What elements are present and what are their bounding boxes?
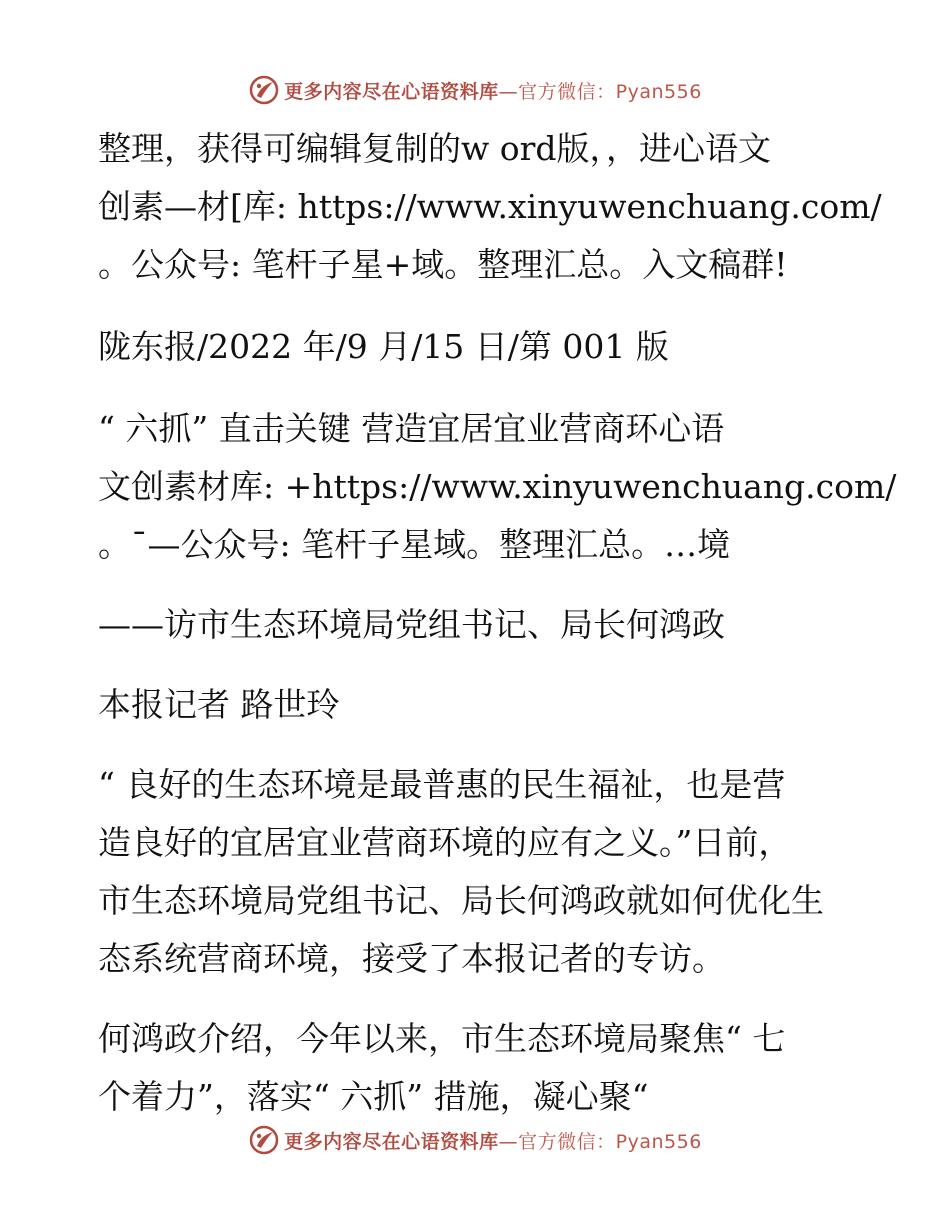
text-line: 造良好的宜居宜业营商环境的应有之义。”日前，: [98, 823, 792, 862]
headline-line: “ 六抓” 直击关键 营造宜居宜业营商环心语: [98, 409, 725, 448]
document-body: [98, 120, 897, 1126]
text-line: “ 良好的生态环境是最普惠的民生福祉，也是营: [98, 765, 786, 804]
text-line: 市生态环境局党组书记、局长何鸿政就如何优化生: [98, 881, 824, 920]
headline-line: 文创素材库: +https://www.xinyuwenchuang.com/: [98, 467, 897, 506]
banner-text: 更多内容尽在心语资料库—官方微信：Pyan556: [284, 80, 702, 103]
text-line: 何鸿政介绍，今年以来，市生态环境局聚焦“ 七: [98, 1019, 786, 1058]
article-subtitle: ——访市生态环境局党组书记、局长何鸿政: [98, 605, 725, 644]
dateline: 陇东报/2022 年/9 月/15 日/第 001 版: [98, 327, 669, 366]
intro-paragraph: [98, 120, 882, 294]
text-line: 。公众号: 笔杆子星+域。整理汇总。入文稿群!: [98, 245, 788, 284]
text-line: 创素—材[库: https://www.xinyuwenchuang.com/: [98, 187, 882, 226]
brand-logo-icon: [248, 1124, 280, 1156]
paragraph-quote: [98, 756, 858, 988]
brand-logo-icon: [248, 74, 280, 106]
banner-text: 更多内容尽在心语资料库—官方微信：Pyan556: [284, 1130, 702, 1153]
text-line: 整理，获得可编辑复制的w ord版，，进心语文: [98, 129, 772, 168]
header-banner: [0, 70, 950, 110]
paragraph-gap: [98, 988, 858, 1010]
paragraph-intro: [98, 1010, 858, 1126]
headline-line: 。¯—公众号: 笔杆子星域。整理汇总。…境: [98, 525, 731, 564]
text-line: 态系统营商环境，接受了本报记者的专访。: [98, 939, 725, 978]
paragraph-gap: [98, 574, 858, 596]
paragraph-gap: [98, 734, 858, 756]
article-headline: [98, 400, 897, 574]
paragraph-gap: [98, 654, 858, 676]
paragraph-gap: [98, 376, 858, 400]
text-line: 个着力”，落实“ 六抓” 措施，凝心聚“: [98, 1077, 649, 1116]
footer-banner: [0, 1120, 950, 1160]
byline: 本报记者 路世玲: [98, 685, 340, 724]
paragraph-gap: [98, 294, 858, 318]
